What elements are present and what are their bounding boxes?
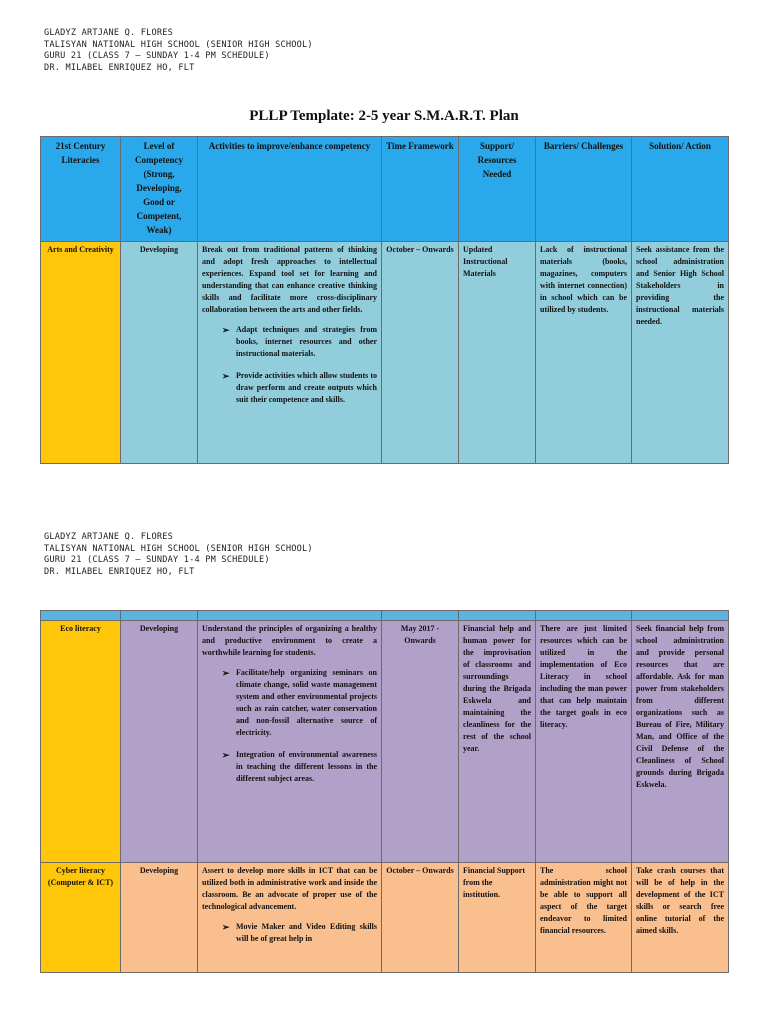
literacy-cell: Cyber literacy (Computer & ICT) <box>41 863 121 973</box>
level-cell: Developing <box>121 242 198 464</box>
list-item <box>222 370 377 406</box>
column-header-time: Time Framework <box>382 137 459 242</box>
column-header-literacies: 21st Century Literacies <box>41 137 121 242</box>
list-item <box>222 749 377 785</box>
school-name: TALISYAN NATIONAL HIGH SCHOOL (SENIOR HIGH SCHOOL) <box>44 39 313 50</box>
smart-plan-table-continued <box>40 610 729 973</box>
document-header-page-2 <box>44 532 313 578</box>
solution-cell: Seek financial help from school administration and provide personal resources that are affordable. Ask for man power from stakeholders from different organizations such as Bureau of Fire, Military Man, and Office of the Civil Defense of the Cleanliness of School grounds during Brigada Eskwela. <box>632 621 729 863</box>
mentor-name: DR. MILABEL ENRIQUEZ HO, FLT <box>44 62 195 73</box>
activity-intro: Break out from traditional patterns of thinking and adopt fresh approaches to intellectual experiences. Expand tool set for learning and understanding that can enhance creative thinking skills and facilitate more cross-disciplinary collaboration between the arts and other fields. <box>202 245 377 314</box>
support-cell: Financial Support from the institution. <box>459 863 536 973</box>
list-item <box>222 667 377 739</box>
activities-cell <box>198 863 382 973</box>
barriers-cell: There are just limited resources which can be utilized in the implementation of Eco Literacy in school including the man power that can help maintain the target goals in eco literacy. <box>536 621 632 863</box>
activities-cell <box>198 621 382 863</box>
activity-bullet-list <box>202 324 377 406</box>
table-header-row-blank <box>41 611 729 621</box>
smart-plan-table <box>40 136 729 464</box>
level-cell: Developing <box>121 863 198 973</box>
literacy-cell: Eco literacy <box>41 621 121 863</box>
level-cell: Developing <box>121 621 198 863</box>
arrowhead-bullet-icon: ➢ <box>222 325 230 335</box>
solution-cell: Take crash courses that will be of help in the development of the ICT skills or search free online tutorial of the aimed skills. <box>632 863 729 973</box>
time-cell: October – Onwards <box>382 863 459 973</box>
list-item <box>222 921 377 945</box>
table-row <box>41 242 729 464</box>
arrowhead-bullet-icon: ➢ <box>222 750 230 760</box>
support-cell: Financial help and human power for the improvisation of classrooms and surroundings during the Brigada Eskwela and maintaining the cleanliness for the rest of the school year. <box>459 621 536 863</box>
class-schedule: GURU 21 (CLASS 7 – SUNDAY 1-4 PM SCHEDULE) <box>44 51 270 61</box>
barriers-cell: The school administration might not be able to support all aspect of the target endeavor to limited financial resources. <box>536 863 632 973</box>
support-cell: Updated Instructional Materials <box>459 242 536 464</box>
arrowhead-bullet-icon: ➢ <box>222 668 230 678</box>
activity-bullet-list <box>202 667 377 785</box>
list-item <box>222 324 377 360</box>
activity-intro: Assert to develop more skills in ICT that can be utilized both in administrative work and inside the classroom. Be an advocate of proper use of the technological advancement. <box>202 866 377 911</box>
column-header-level: Level of Competency (Strong, Developing, Good or Competent, Weak) <box>121 137 198 242</box>
table-row <box>41 863 729 973</box>
activity-intro: Understand the principles of organizing a healthy and productive environment to create a worthwhile learning for students. <box>202 624 377 657</box>
class-schedule: GURU 21 (CLASS 7 – SUNDAY 1-4 PM SCHEDULE) <box>44 555 270 565</box>
column-header-barriers: Barriers/ Challenges <box>536 137 632 242</box>
mentor-name: DR. MILABEL ENRIQUEZ HO, FLT <box>44 566 195 577</box>
bullet-text: Movie Maker and Video Editing skills will be of great help in <box>236 922 377 943</box>
solution-cell: Seek assistance from the school administration and Senior High School Stakeholders in providing the instructional materials needed. <box>632 242 729 464</box>
column-header-activities: Activities to improve/enhance competency <box>198 137 382 242</box>
arrowhead-bullet-icon: ➢ <box>222 371 230 381</box>
activity-bullet-list <box>202 921 377 945</box>
table-header-row <box>41 137 729 242</box>
arrowhead-bullet-icon: ➢ <box>222 922 230 932</box>
column-header-support: Support/ Resources Needed <box>459 137 536 242</box>
literacy-cell: Arts and Creativity <box>41 242 121 464</box>
bullet-text: Integration of environmental awareness in teaching the different lessons in the different subject areas. <box>236 750 377 783</box>
time-cell: May 2017 - Onwards <box>382 621 459 863</box>
table-row <box>41 621 729 863</box>
document-header <box>44 28 313 74</box>
author-name: GLADYZ ARTJANE Q. FLORES <box>44 28 173 38</box>
bullet-text: Adapt techniques and strategies from books, internet resources and other instructional materials. <box>236 325 377 358</box>
column-header-solution: Solution/ Action <box>632 137 729 242</box>
bullet-text: Provide activities which allow students to draw perform and create outputs which suit their competence and skills. <box>236 371 377 404</box>
author-name: GLADYZ ARTJANE Q. FLORES <box>44 532 173 542</box>
time-cell: October – Onwards <box>382 242 459 464</box>
activities-cell <box>198 242 382 464</box>
bullet-text: Facilitate/help organizing seminars on climate change, solid waste management system and other environmental projects such as rain catcher, water conservation and non-fossil alternative source of electricity. <box>236 668 377 737</box>
school-name: TALISYAN NATIONAL HIGH SCHOOL (SENIOR HIGH SCHOOL) <box>44 543 313 554</box>
barriers-cell: Lack of instructional materials (books, magazines, computers with internet connection) in school which can be utilized by students. <box>536 242 632 464</box>
page-title: PLLP Template: 2-5 year S.M.A.R.T. Plan <box>249 108 519 124</box>
